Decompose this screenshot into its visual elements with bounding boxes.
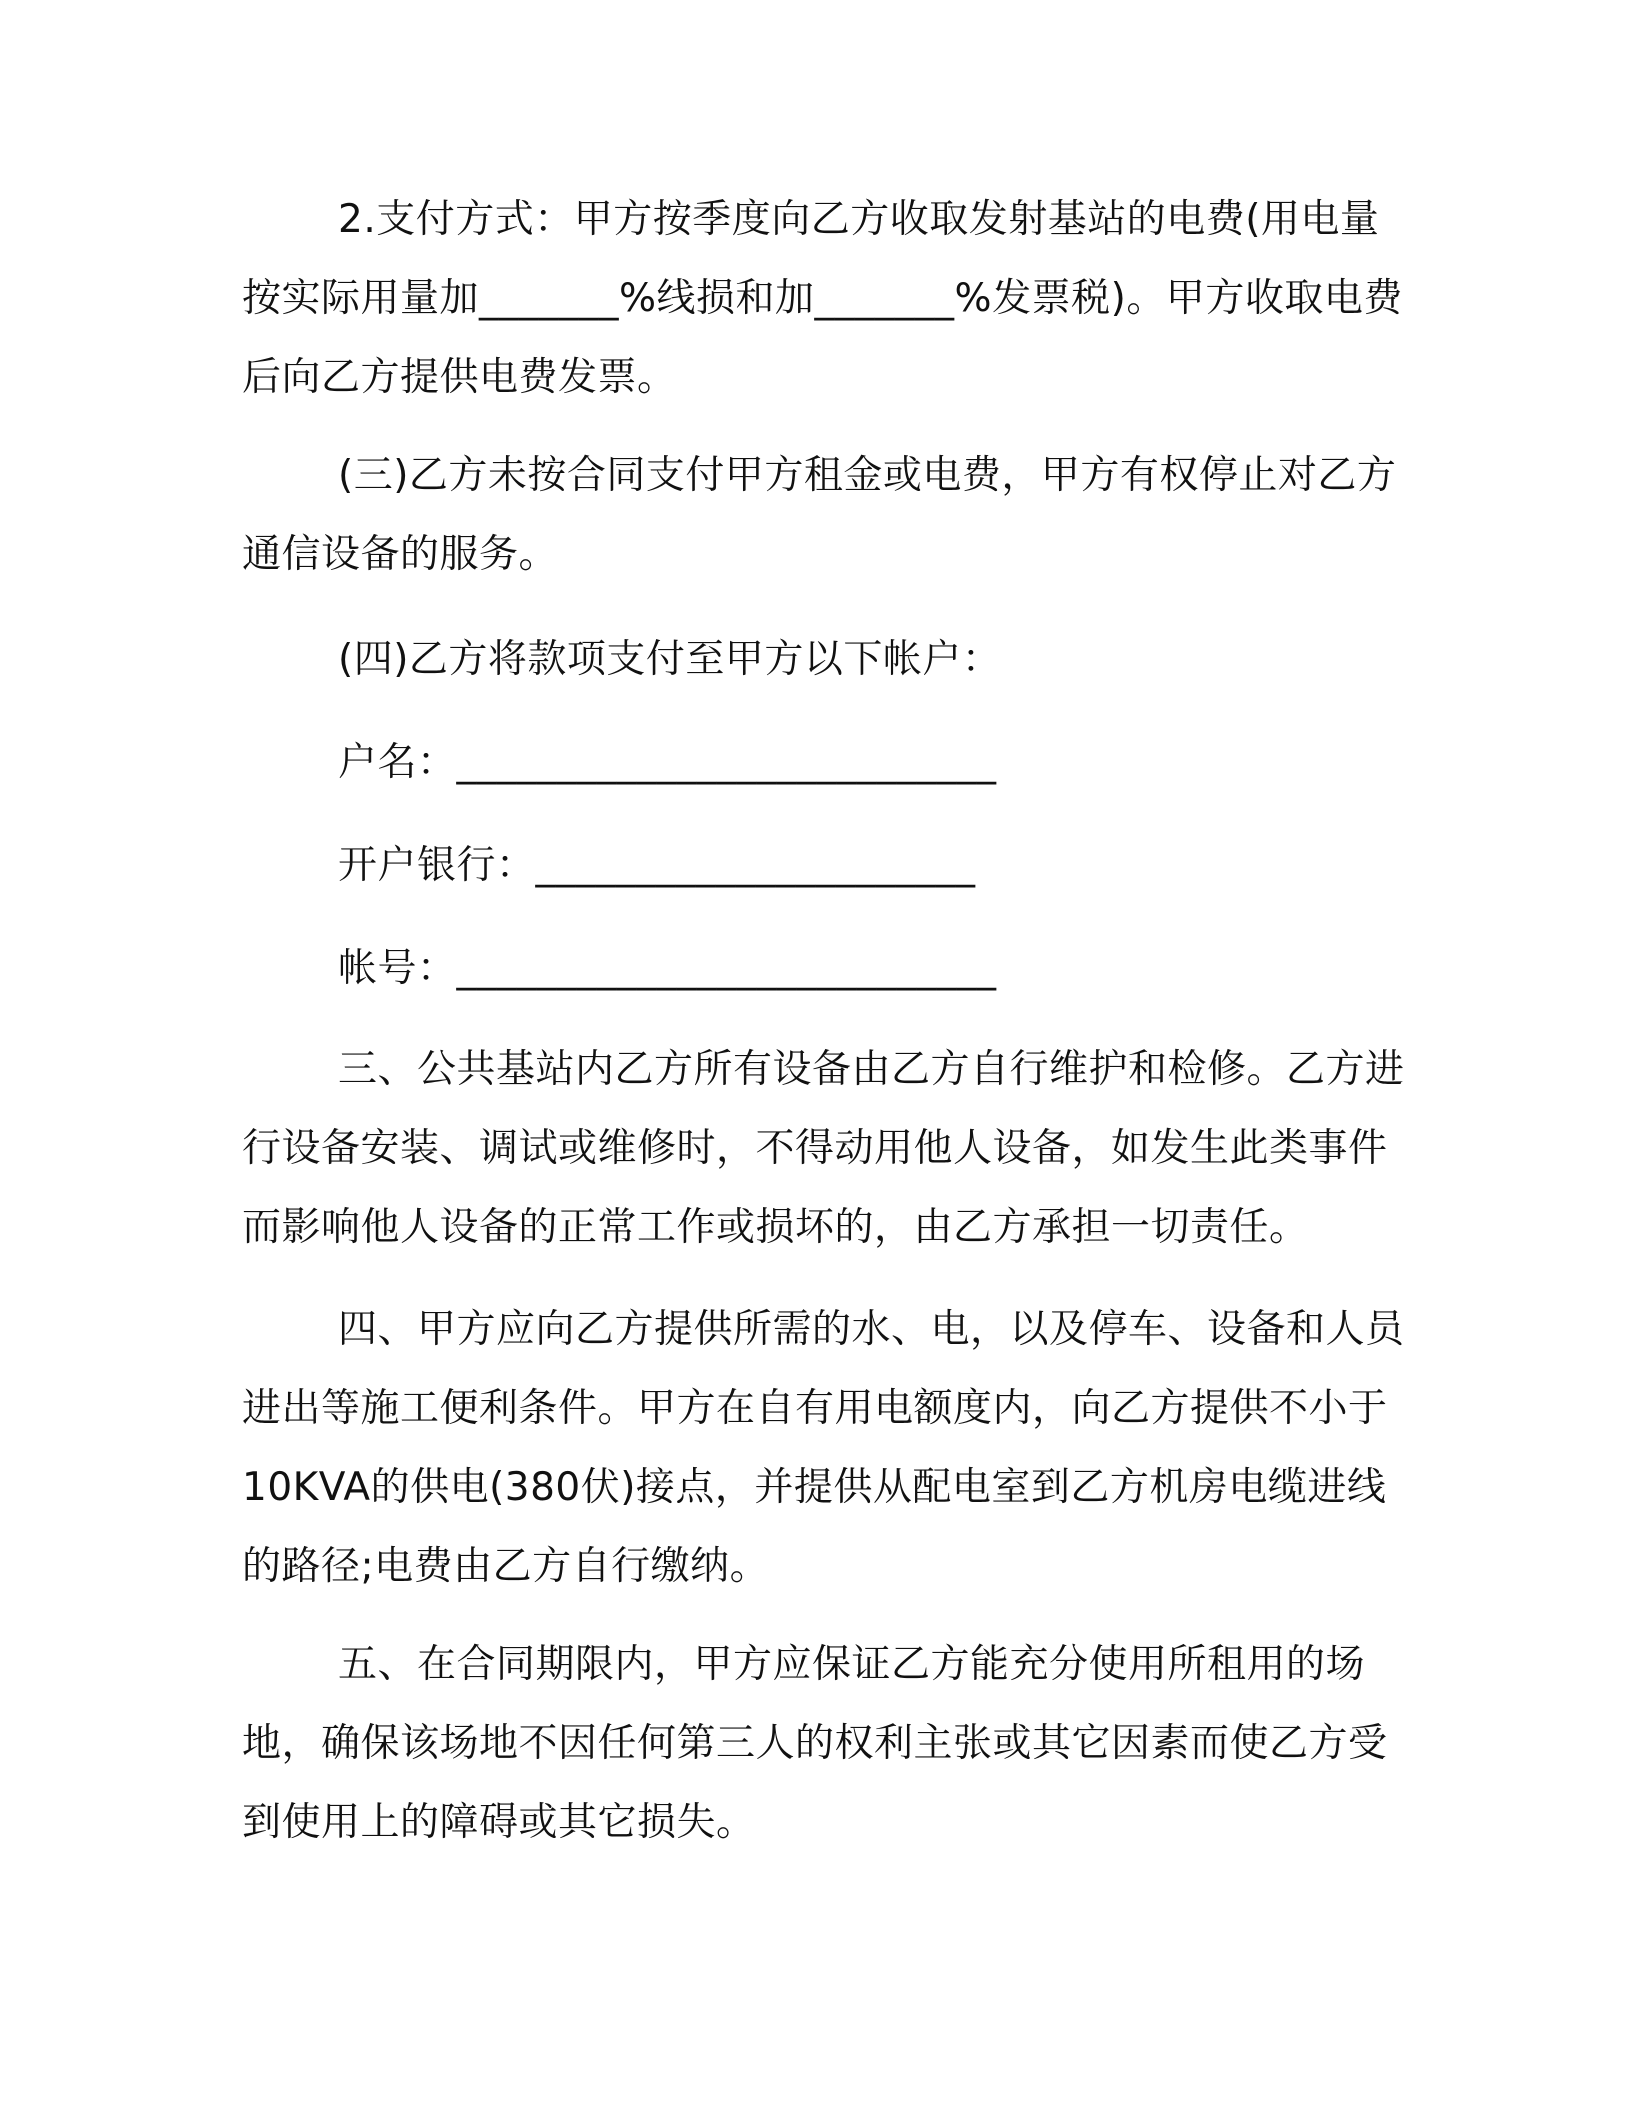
paragraph-site-guarantee: 五、在合同期限内，甲方应保证乙方能充分使用所租用的场地，确保该场地不因任何第三人的权利主张或其它因素而使乙方受到使用上的障碍或其它损失。 — [242, 1642, 1388, 1845]
paragraph-utilities: 四、甲方应向乙方提供所需的水、电，以及停车、设备和人员进出等施工便利条件。甲方在自有用电额度内，向乙方提供不小于10KVA的供电(380伏)接点，并提供从配电室到乙方机房电缆进线的路径;电费由乙方自行缴纳。 — [242, 1307, 1405, 1589]
paragraph-account-intro: (四)乙方将款项支付至甲方以下帐户： — [338, 637, 1002, 682]
account-number-field: 帐号：___________________________ — [338, 946, 997, 991]
bank-field: 开户银行：______________________ — [338, 843, 976, 888]
paragraph-equipment-maintenance: 三、公共基站内乙方所有设备由乙方自行维护和检修。乙方进行设备安装、调试或维修时，不得动用他人设备，如发生此类事件而影响他人设备的正常工作或损坏的，由乙方承担一切责任。 — [242, 1047, 1405, 1250]
paragraph-payment-method: 2.支付方式：甲方按季度向乙方收取发射基站的电费(用电量按实际用量加_______%线损和加_______%发票税)。甲方收取电费后向乙方提供电费发票。 — [242, 197, 1403, 400]
account-name-field: 户名：___________________________ — [338, 740, 997, 785]
paragraph-service-stop: (三)乙方未按合同支付甲方租金或电费，甲方有权停止对乙方通信设备的服务。 — [242, 453, 1397, 577]
